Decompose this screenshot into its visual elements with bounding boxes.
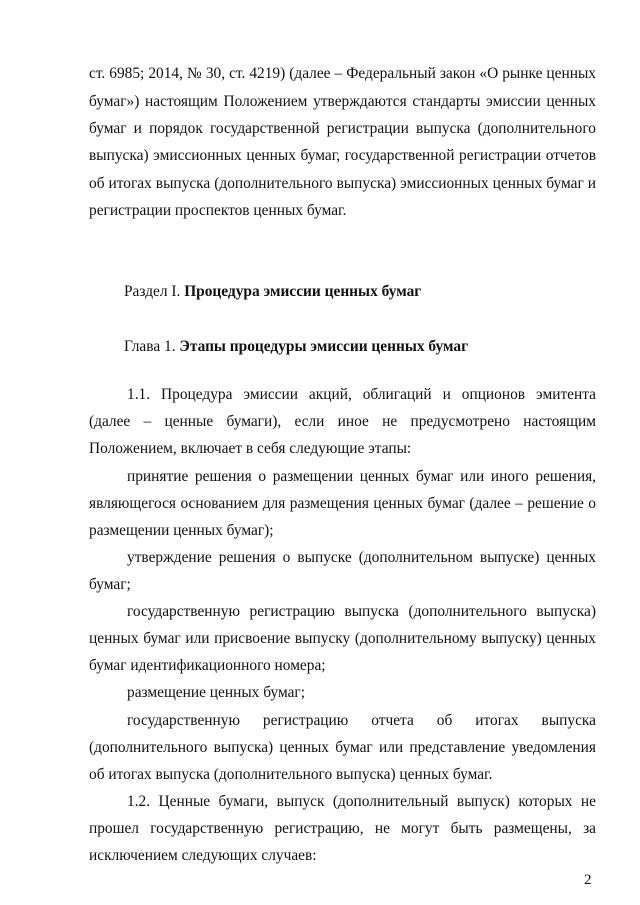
body-line-11: бумаг идентификационного номера; bbox=[89, 657, 326, 674]
chapter-heading bbox=[124, 337, 596, 357]
body-line-8: бумаг; bbox=[89, 576, 131, 593]
section-prefix: Раздел I. bbox=[124, 283, 185, 300]
body-line-18: исключением следующих случаев: bbox=[89, 847, 317, 864]
section-heading bbox=[124, 282, 596, 302]
chapter-prefix: Глава 1. bbox=[124, 338, 180, 355]
body-line-10: ценных бумаг или присвоение выпуску (дополнительному выпуску) ценных bbox=[89, 630, 596, 647]
intro-line-5: об итогах выпуска (дополнительного выпуска) эмиссионных ценных бумаг и bbox=[89, 175, 596, 192]
intro-line-1: ст. 6985; 2014, № 30, ст. 4219) (далее – Федеральный закон «О рынке ценных bbox=[89, 65, 596, 82]
body-line-7: утверждение решения о выпуске (дополнительном выпуске) ценных bbox=[127, 549, 596, 566]
body-line-6: размещении ценных бумаг); bbox=[89, 522, 274, 539]
page-number: 2 bbox=[584, 872, 592, 888]
body-line-17: прошел государственную регистрацию, не могут быть размещены, за bbox=[89, 820, 596, 837]
intro-line-3: бумаг и порядок государственной регистрации выпуска (дополнительного bbox=[89, 120, 596, 137]
body-line-9: государственную регистрацию выпуска (дополнительного выпуска) bbox=[127, 603, 596, 620]
body-line-1: 1.1. Процедура эмиссии акций, облигаций и опционов эмитента bbox=[127, 386, 596, 403]
body-line-15: об итогах выпуска (дополнительного выпуска) ценных бумаг. bbox=[89, 766, 493, 783]
body-line-2: (далее – ценные бумаги), если иное не предусмотрено настоящим bbox=[89, 413, 596, 430]
intro-line-6: регистрации проспектов ценных бумаг. bbox=[89, 202, 347, 219]
body-line-16: 1.2. Ценные бумаги, выпуск (дополнительный выпуск) которых не bbox=[127, 793, 596, 810]
intro-line-4: выпуска) эмиссионных ценных бумаг, государственной регистрации отчетов bbox=[89, 147, 596, 164]
chapter-title: Этапы процедуры эмиссии ценных бумаг bbox=[179, 338, 469, 355]
body-line-4: принятие решения о размещении ценных бумаг или иного решения, bbox=[127, 468, 596, 485]
intro-line-2: бумаг») настоящим Положением утверждаются стандарты эмиссии ценных bbox=[89, 93, 596, 110]
body-line-13: государственную регистрацию отчета об итогах выпуска bbox=[127, 712, 596, 729]
body-line-12: размещение ценных бумаг; bbox=[127, 684, 306, 701]
section-title: Процедура эмиссии ценных бумаг bbox=[184, 283, 422, 300]
body-line-5: являющегося основанием для размещения ценных бумаг (далее – решение о bbox=[89, 495, 596, 512]
body-line-14: (дополнительного выпуска) ценных бумаг или представление уведомления bbox=[89, 739, 596, 756]
body-line-3: Положением, включает в себя следующие этапы: bbox=[89, 440, 412, 457]
